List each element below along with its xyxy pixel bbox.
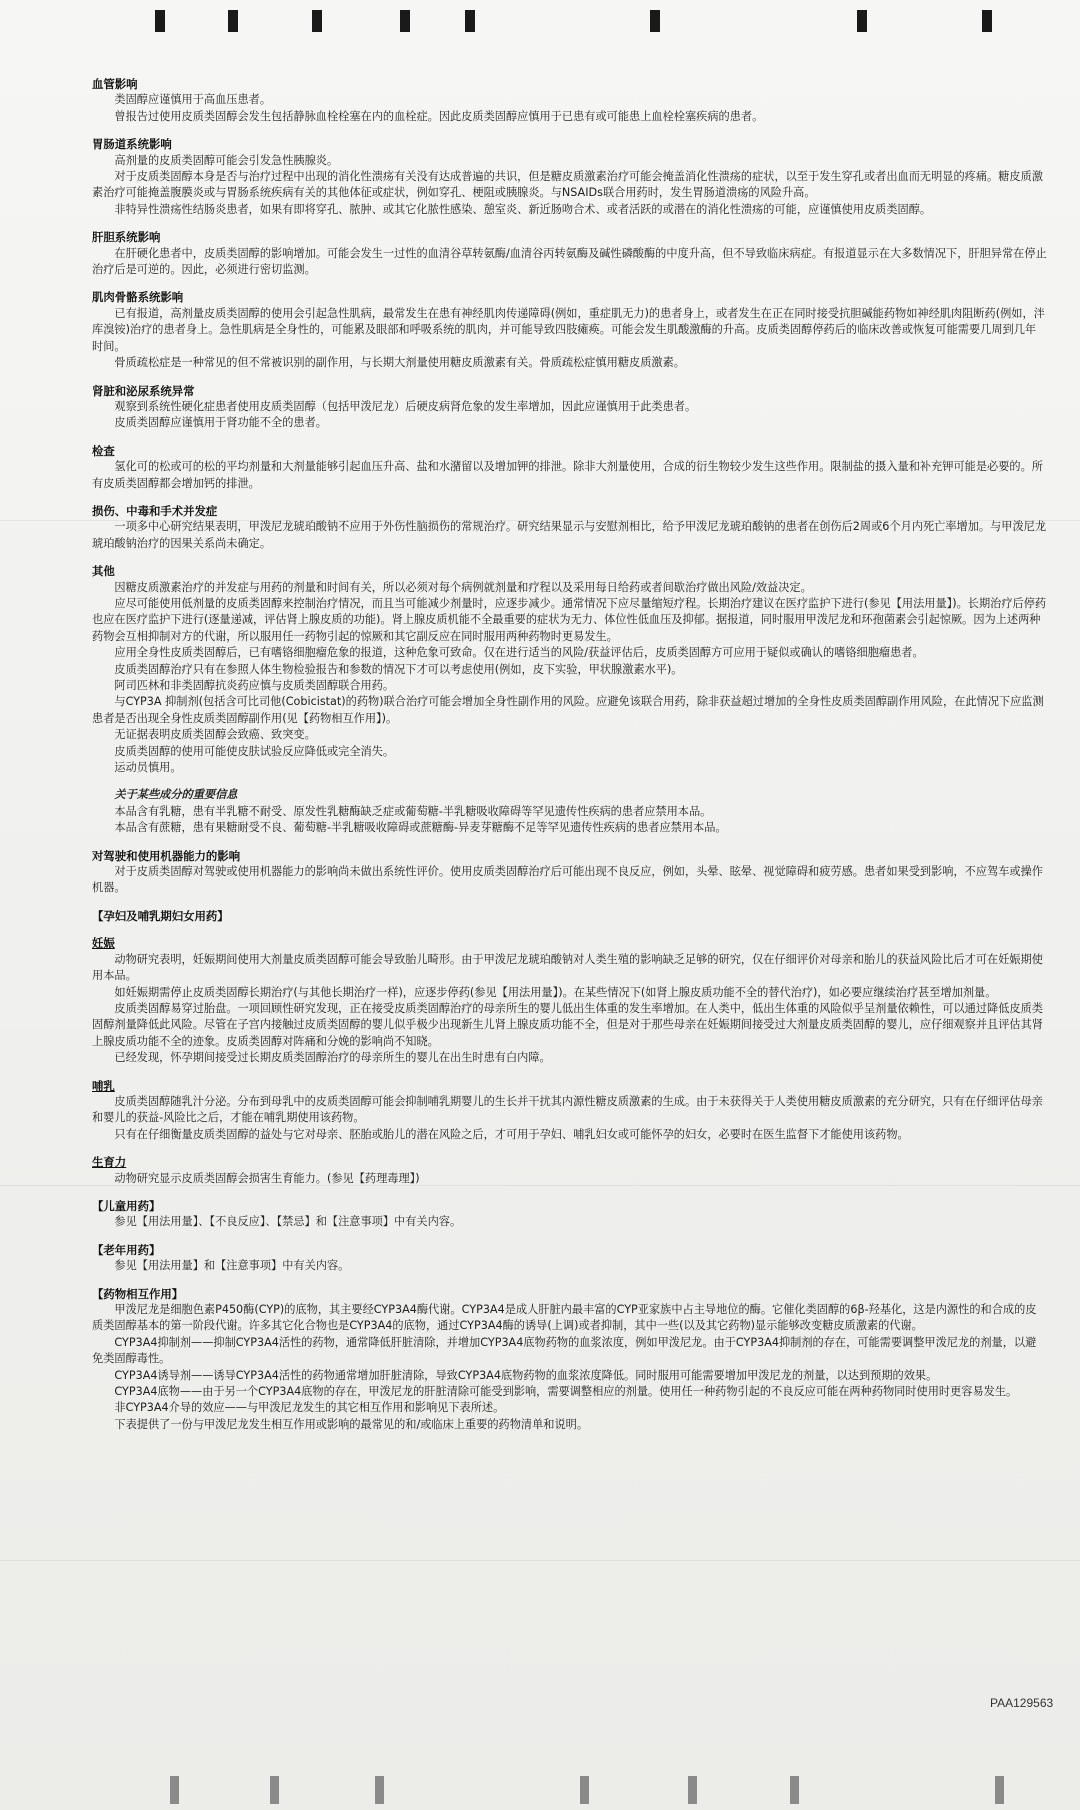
paragraph: 对于皮质类固醇本身是否与治疗过程中出现的消化性溃疡有关没有达成普遍的共识，但是糖皮质激素治疗可能会掩盖消化性溃疡的症状，以至于发生穿孔或者出血而无明显的疼痛。糖皮质激素治疗可能掩盖腹膜炎或与胃肠系统疾病有关的其他体征或症状，例如穿孔、梗阻或胰腺炎。与NSAIDs联合用药时，发生胃肠道溃疡的风险升高。 [92, 170, 1043, 200]
binding-mark [170, 1776, 179, 1804]
binding-mark [270, 1776, 279, 1804]
paragraph: 应用全身性皮质类固醇后，已有嗜铬细胞瘤危象的报道，这种危象可致命。仅在进行适当的风险/获益评估后，皮质类固醇方可应用于疑似或确认的嗜铬细胞瘤患者。 [114, 646, 924, 660]
section [92, 1286, 1047, 1434]
paragraph: 类固醇应谨慎用于高血压患者。 [114, 93, 272, 107]
paragraph: CYP3A4诱导剂——诱导CYP3A4活性的药物通常增加肝脏清除，导致CYP3A4底物药物的血浆浓度降低。同时服用可能需要增加甲泼尼龙的剂量，以达到预期的效果。 [114, 1368, 938, 1382]
paragraph: 甲泼尼龙是细胞色素P450酶(CYP)的底物，其主要经CYP3A4酶代谢。CYP3A4是成人肝脏内最丰富的CYP亚家族中占主导地位的酶。它催化类固醇的6β-羟基化，这是内源性的和合成的皮质类固醇基本的第一阶段代谢。许多其它化合物也是CYP3A4的底物，通过CYP3A4酶的诱导(上调)或者抑制，其中一些(以及其它药物)显示能够改变糖皮质激素的代谢。 [92, 1303, 1037, 1333]
binding-mark [375, 1776, 384, 1804]
section-heading: 胃肠道系统影响 [92, 137, 172, 152]
paragraph: 本品含有蔗糖，患有果糖耐受不良、葡萄糖-半乳糖吸收障碍或蔗糖酶-异麦芽糖酶不足等罕见遗传性疾病的患者应禁用本品。 [114, 821, 727, 835]
section [92, 383, 1047, 432]
paragraph: 本品含有乳糖，患有半乳糖不耐受、原发性乳糖酶缺乏症或葡萄糖-半乳糖吸收障碍等罕见遗传性疾病的患者应禁用本品。 [114, 804, 712, 818]
section [92, 229, 1047, 278]
paragraph: 皮质类固醇的使用可能使皮肤试验反应降低或完全消失。 [114, 744, 395, 758]
binding-mark [688, 1776, 697, 1804]
section [92, 787, 1047, 836]
section [92, 136, 1047, 218]
section-heading: 【孕妇及哺乳期妇女用药】 [92, 908, 229, 923]
section-heading: 生育力 [92, 1155, 127, 1170]
section [92, 1198, 1047, 1231]
paragraph: 应尽可能使用低剂量的皮质类固醇来控制治疗情况，而且当可能减少剂量时，应逐步减少。通常情况下应尽量缩短疗程。长期治疗建议在医疗监护下进行(参见【用法用量】)。长期治疗后停药也应在医疗监护下进行(逐量递减，评估肾上腺皮质的功能)。肾上腺皮质机能不全最重要的症状为无力、体位性低血压及抑郁。据报道，同时服用甲泼尼龙和环孢菌素会引起惊厥。因为上述两种药物会互相抑制对方的代谢，所以服用任一药物引起的惊厥和其它副反应在同时服用两种药物时更易发生。 [92, 596, 1047, 643]
paragraph: 高剂量的皮质类固醇可能会引发急性胰腺炎。 [114, 153, 339, 167]
paragraph: 氢化可的松或可的松的平均剂量和大剂量能够引起血压升高、盐和水潴留以及增加钾的排泄。除非大剂量使用，合成的衍生物较少发生这些作用。限制盐的摄入量和补充钾可能是必要的。所有皮质类固醇都会增加钙的排泄。 [92, 460, 1043, 490]
paragraph: CYP3A4底物——由于另一个CYP3A4底物的存在，甲泼尼龙的肝脏清除可能受到影响，需要调整相应的剂量。使用任一种药物引起的不良反应可能在两种药物同时使用时更容易发生。 [114, 1385, 1018, 1399]
document-code: PAA129563 [990, 1696, 1054, 1710]
section-heading: 检查 [92, 443, 115, 458]
section-heading: 其他 [92, 564, 115, 579]
section [92, 289, 1047, 371]
section-heading: 【儿童用药】 [92, 1198, 161, 1213]
paragraph: 运动员慎用。 [114, 761, 182, 775]
paragraph: 曾报告过使用皮质类固醇会发生包括静脉血栓栓塞在内的血栓症。因此皮质类固醇应慎用于已患有或可能患上血栓栓塞疾病的患者。 [114, 109, 764, 123]
section [92, 76, 1047, 125]
paragraph: 皮质类固醇随乳汁分泌。分布到母乳中的皮质类固醇可能会抑制哺乳期婴儿的生长并干扰其内源性糖皮质激素的生成。由于未获得关于人类使用糖皮质激素的充分研究，只有在仔细评估母亲和婴儿的获益-风险比之后，才能在哺乳期使用该药物。 [92, 1094, 1043, 1125]
binding-mark [228, 10, 238, 32]
paragraph: 无证据表明皮质类固醇会致癌、致突变。 [114, 728, 316, 742]
paragraph: 已经发现，怀孕期间接受过长期皮质类固醇治疗的母亲所生的婴儿在出生时患有白内障。 [114, 1051, 551, 1065]
paragraph: 动物研究显示皮质类固醇会损害生育能力。(参见【药理毒理】) [114, 1171, 420, 1185]
section [92, 935, 1047, 1066]
paragraph: 在肝硬化患者中，皮质类固醇的影响增加。可能会发生一过性的血清谷草转氨酶/血清谷丙转氨酶及碱性磷酸酶的中度升高，但不导致临床病症。有报道显示在大多数情况下，肝胆异常在停止治疗后是可逆的。因此，必须进行密切监测。 [92, 246, 1047, 277]
paragraph: 皮质类固醇应谨慎用于肾功能不全的患者。 [114, 416, 327, 430]
paragraph: 已有报道，高剂量皮质类固醇的使用会引起急性肌病，最常发生在患有神经肌肉传递障碍(例如，重症肌无力)的患者身上，或者发生在正在同时接受抗胆碱能药物如神经肌肉阻断药(例如，泮库溴铵)治疗的患者身上。急性肌病是全身性的，可能累及眼部和呼吸系统的肌肉，并可能导致四肢瘫痪。可能会发生肌酸激酶的升高。皮质类固醇停药后的临床改善或恢复可能需要几周到几年时间。 [92, 306, 1045, 353]
binding-mark [312, 10, 322, 32]
binding-mark [650, 10, 660, 32]
paragraph: 参见【用法用量】、【不良反应】、【禁忌】和【注意事项】中有关内容。 [114, 1215, 462, 1229]
binding-mark [995, 1776, 1004, 1804]
section-heading: 血管影响 [92, 77, 138, 91]
paragraph: 非CYP3A4介导的效应——与甲泼尼龙发生的其它相互作用和影响见下表所述。 [114, 1401, 505, 1415]
section-heading: 损伤、中毒和手术并发症 [92, 503, 218, 518]
paragraph: 如妊娠期需停止皮质类固醇长期治疗(与其他长期治疗一样)，应逐步停药(参见【用法用量】)。在某些情况下(如肾上腺皮质功能不全的替代治疗)，如必要应继续治疗甚至增加剂量。 [114, 985, 997, 999]
binding-mark [982, 10, 992, 32]
section-heading: 肌肉骨骼系统影响 [92, 290, 184, 305]
section-heading: 对驾驶和使用机器能力的影响 [92, 848, 241, 863]
paragraph: 观察到系统性硬化症患者使用皮质类固醇（包括甲泼尼龙）后硬皮病肾危象的发生率增加，因此应谨慎用于此类患者。 [114, 399, 697, 413]
paragraph: 皮质类固醇易穿过胎盘。一项回顾性研究发现，正在接受皮质类固醇治疗的母亲所生的婴儿低出生体重的发生率增加。在人类中，低出生体重的风险似乎呈剂量依赖性，可以通过降低皮质类固醇剂量降低此风险。尽管在子宫内接触过皮质类固醇的婴儿似乎极少出现新生儿肾上腺皮质功能不全，但是对于那些母亲在妊娠期间接受过大剂量皮质类固醇的婴儿，应仔细观察并且评估其肾上腺皮质功能不全的迹象。皮质类固醇对阵痛和分娩的影响尚不知晓。 [92, 1001, 1043, 1048]
paragraph: 皮质类固醇治疗只有在参照人体生物检验报告和参数的情况下才可以考虑使用(例如，皮下实验，甲状腺激素水平)。 [114, 662, 683, 676]
section-heading: 【药物相互作用】 [92, 1286, 184, 1301]
section-heading: 妊娠 [92, 936, 115, 951]
binding-mark [465, 10, 475, 32]
section [92, 1154, 1047, 1187]
binding-mark [857, 10, 867, 32]
section [92, 908, 1047, 924]
fold-crease [0, 1560, 1080, 1561]
binding-mark [155, 10, 165, 32]
paragraph: 与CYP3A 抑制剂(包括含可比司他(Cobicistat)的药物)联合治疗可能会增加全身性副作用的风险。应避免该联合用药，除非获益超过增加的全身性皮质类固醇副作用风险，在此情况下应监测患者是否出现全身性皮质类固醇副作用(见【药物相互作用】)。 [92, 695, 1044, 725]
paragraph: 非特异性溃疡性结肠炎患者，如果有即将穿孔、脓肿、或其它化脓性感染、憩室炎、新近肠吻合术、或者活跃的或潜在的消化性溃疡的可能，应谨慎使用皮质类固醇。 [114, 202, 932, 216]
binding-mark [580, 1776, 589, 1804]
section [92, 1078, 1047, 1144]
paragraph: 对于皮质类固醇对驾驶或使用机器能力的影响尚未做出系统性评价。使用皮质类固醇治疗后可能出现不良反应，例如，头晕、眩晕、视觉障碍和疲劳感。患者如果受到影响，不应驾车或操作机器。 [92, 865, 1043, 895]
paragraph: 因糖皮质激素治疗的并发症与用药的剂量和时间有关，所以必须对每个病例就剂量和疗程以及采用每日给药或者间歇治疗做出风险/效益决定。 [114, 580, 812, 594]
section-heading: 肾脏和泌尿系统异常 [92, 383, 195, 398]
document-body [92, 76, 1047, 1433]
paragraph: 动物研究表明，妊娠期间使用大剂量皮质类固醇可能会导致胎儿畸形。由于甲泼尼龙琥珀酸钠对人类生殖的影响缺乏足够的研究，仅在仔细评价对母亲和胎儿的获益风险比后才可在妊娠期使用本品。 [92, 952, 1043, 983]
paragraph: CYP3A4抑制剂——抑制CYP3A4活性的药物，通常降低肝脏清除，并增加CYP3A4底物药物的血浆浓度，例如甲泼尼龙。由于CYP3A4抑制剂的存在，可能需要调整甲泼尼龙的剂量，以避免类固醇毒性。 [92, 1335, 1037, 1366]
paragraph: 一项多中心研究结果表明，甲泼尼龙琥珀酸钠不应用于外伤性脑损伤的常规治疗。研究结果显示与安慰剂相比，给予甲泼尼龙琥珀酸钠的患者在创伤后2周或6个月内死亡率增加。与甲泼尼龙琥珀酸钠治疗的因果关系尚未确定。 [92, 520, 1047, 550]
paragraph: 参见【用法用量】和【注意事项】中有关内容。 [114, 1259, 350, 1273]
section-heading: 肝胆系统影响 [92, 230, 161, 245]
section [92, 503, 1047, 552]
paragraph: 骨质疏松症是一种常见的但不常被识别的副作用，与长期大剂量使用糖皮质激素有关。骨质疏松症慎用糖皮质激素。 [114, 356, 685, 370]
section [92, 563, 1047, 776]
paragraph: 阿司匹林和非类固醇抗炎药应慎与皮质类固醇联合用药。 [114, 679, 395, 692]
section-heading: 关于某些成分的重要信息 [114, 788, 238, 802]
section [92, 1242, 1047, 1275]
binding-mark [400, 10, 410, 32]
section [92, 443, 1047, 492]
section-heading: 【老年用药】 [92, 1242, 161, 1257]
paragraph: 下表提供了一份与甲泼尼龙发生相互作用或影响的最常见的和/或临床上重要的药物清单和说明。 [114, 1417, 589, 1431]
section [92, 848, 1047, 897]
paragraph: 只有在仔细衡量皮质类固醇的益处与它对母亲、胚胎或胎儿的潜在风险之后，才可用于孕妇、哺乳妇女或可能怀孕的妇女，必要时在医生监督下才能使用该药物。 [114, 1127, 909, 1141]
section-heading: 哺乳 [92, 1078, 115, 1093]
binding-mark [790, 1776, 799, 1804]
